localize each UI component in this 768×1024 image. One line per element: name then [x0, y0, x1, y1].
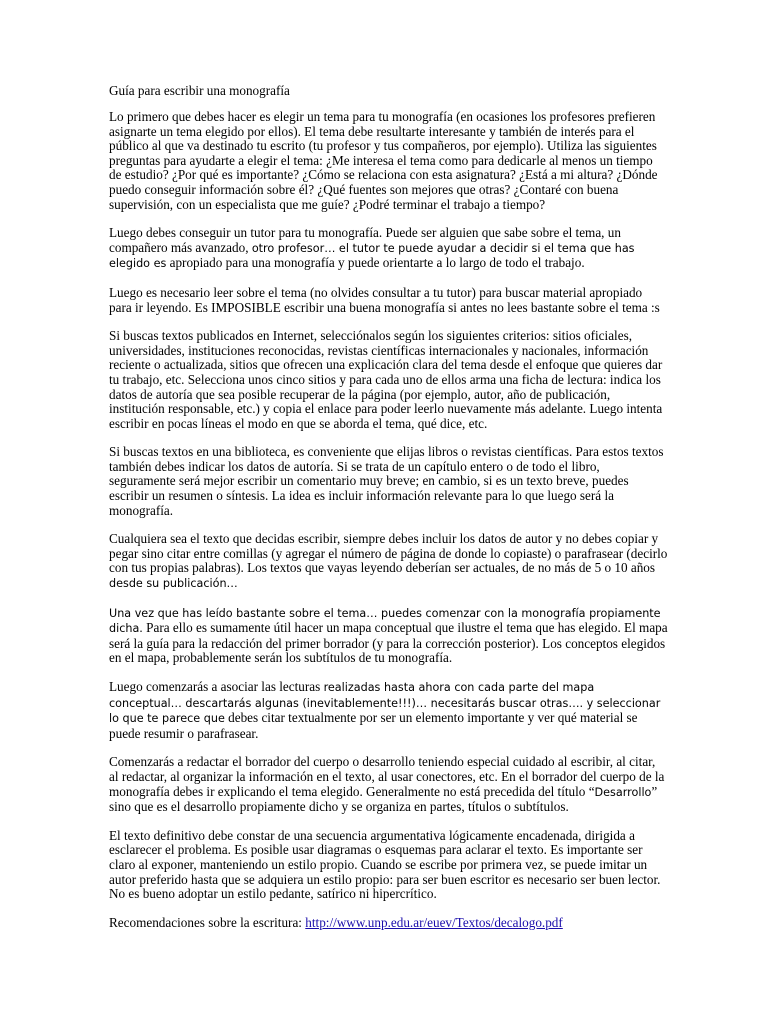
paragraph-draft: [109, 755, 668, 814]
paragraph-associate-text-c: debes citar textualmente por ser un elemento importante y ver qué material se puede resumir o parafrasear.: [109, 710, 638, 741]
paragraph-concept-map-text-b: Para ello es sumamente útil hacer un mapa conceptual que ilustre el tema que has elegido. El mapa será la guía para la redacción del primer borrador (y para la corrección posterior). Los conceptos elegidos en el mapa, probablemente serán los subtítulos de tu monografía.: [109, 620, 668, 666]
paragraph-associate-text-a: Luego comenzarás a asociar las lecturas: [109, 679, 324, 694]
document-title: Guía para escribir una monografía: [109, 83, 290, 98]
paragraph-associate-readings: [109, 680, 668, 741]
paragraph-citing: [109, 532, 668, 591]
paragraph-tutor: [109, 226, 668, 272]
paragraph-reading: Luego es necesario leer sobre el tema (no olvides consultar a tu tutor) para buscar material apropiado para ir leyendo. Es IMPOSIBLE escribir una buena monografía si antes no lees bastante sobre el tema :s: [109, 284, 660, 315]
paragraph-concept-map-text-a: Una vez que has leído bastante sobre el tema… puedes comenzar con la monografía propiamente dicha.: [109, 606, 661, 636]
paragraph-tutor-text-b: otro profesor… el tutor te puede ayudar a decidir si el tema que has elegido es: [109, 241, 635, 271]
paragraph-internet-sources: Si buscas textos publicados en Internet, selecciónalos según los siguientes criterios: sitios oficiales, universidades, instituciones reconocidas, revistas científicas internacionales y nacionales, información reciente o actualizada, sitios que ofrecen una explicación clara del tema desde el enfoque que quieres dar tu trabajo, etc. Selecciona unos cinco sitios y para cada uno de ellos arma una ficha de lectura: indica los datos de autoría que sea posible recuperar de la página (por ejemplo, autor, año de publicación, institución responsable, etc.) y copia el enlace para poder leerlo nuevamente más adelante. Luego intenta escribir en pocas líneas el modo en que se aborda el tema, qué dice, etc.: [109, 328, 663, 431]
paragraph-tutor-text-c: apropiado para una monografía y puede orientarte a lo largo de todo el trabajo.: [166, 255, 585, 271]
paragraph-associate-text-b: realizadas hasta ahora con cada parte del mapa conceptual… descartarás algunas (inevitablemente!!!)… necesitarás buscar otras…. y seleccionar lo que te parece que: [109, 681, 661, 726]
decalogo-pdf-link[interactable]: http://www.unp.edu.ar/euev/Textos/decalogo.pdf: [305, 914, 563, 930]
paragraph-tutor-text-a: Luego debes conseguir un tutor para tu monografía. Puede ser alguien que sabe sobre el tema, un compañero más avanzado,: [109, 225, 621, 255]
paragraph-citing-text-a: Cualquiera sea el texto que decidas escribir, siempre debes incluir los datos de autor y no debes copiar y pegar sino citar entre comillas (y agregar el número de página de donde lo copiaste) o parafrasear (decirlo con tus propias palabras). Los textos que vayas leyendo deberían ser actuales, de no más de 5 o 10 años: [109, 531, 668, 576]
paragraph-concept-map: [109, 606, 668, 666]
paragraph-draft-text-c: ” sino que es el desarrollo propiamente dicho y se organiza en partes, títulos o subtítulos.: [109, 783, 658, 815]
paragraph-draft-text-b: Desarrollo: [594, 785, 652, 799]
paragraph-library-sources: Si buscas textos en una biblioteca, es conveniente que elijas libros o revistas científicas. Para estos textos también debes indicar los datos de autoría. Si se trata de un capítulo entero o de todo el libro, seguramente será mejor escribir un comentario muy breve; en cambio, si es un texto breve, puedes escribir un resumen o síntesis. La idea es incluir información relevante para lo que luego será la monografía.: [109, 444, 664, 518]
recommendations-label: Recomendaciones sobre la escritura:: [109, 914, 306, 930]
paragraph-draft-text-a: Comenzarás a redactar el borrador del cuerpo o desarrollo teniendo especial cuidado al escribir, al citar, al redactar, al organizar la información en el texto, al usar conectores, etc. En el borrador del cuerpo de la monografía debes ir explicando el tema elegido. Generalmente no está precedida del título “: [109, 754, 665, 799]
paragraph-citing-text-b: desde su publicación…: [109, 577, 238, 591]
paragraph-recommendations: [109, 916, 668, 931]
paragraph-final-text: El texto definitivo debe constar de una secuencia argumentativa lógicamente encadenada, dirigida a esclarecer el problema. Es posible usar diagramas o esquemas para aclarar el texto. Es importante ser claro al exponer, manteniendo un estilo propio. Cuando se escribe por primera vez, se puede imitar un autor preferido hasta que se adquiera un estilo propio: para ser buen escritor es necesario ser buen lector. No es bueno adoptar un estilo pedante, satírico ni hipercrítico.: [109, 827, 661, 902]
paragraph-choose-topic: Lo primero que debes hacer es elegir un tema para tu monografía (en ocasiones los profesores prefieren asignarte un tema elegido por ellos). El tema debe resultarte interesante y también de interés para el público al que va destinado tu escrito (tu profesor y tus compañeros, por ejemplo). Utiliza las siguientes preguntas para ayudarte a elegir el tema: ¿Me interesa el tema como para dedicarle al menos un tiempo de estudio? ¿Por qué es importante? ¿Cómo se relaciona con esta asignatura? ¿Está a mi altura? ¿Dónde puedo conseguir información sobre él? ¿Qué fuentes son mejores que otras? ¿Contaré con buena supervisión, con un especialista que me guíe? ¿Podré terminar el trabajo a tiempo?: [109, 109, 658, 212]
